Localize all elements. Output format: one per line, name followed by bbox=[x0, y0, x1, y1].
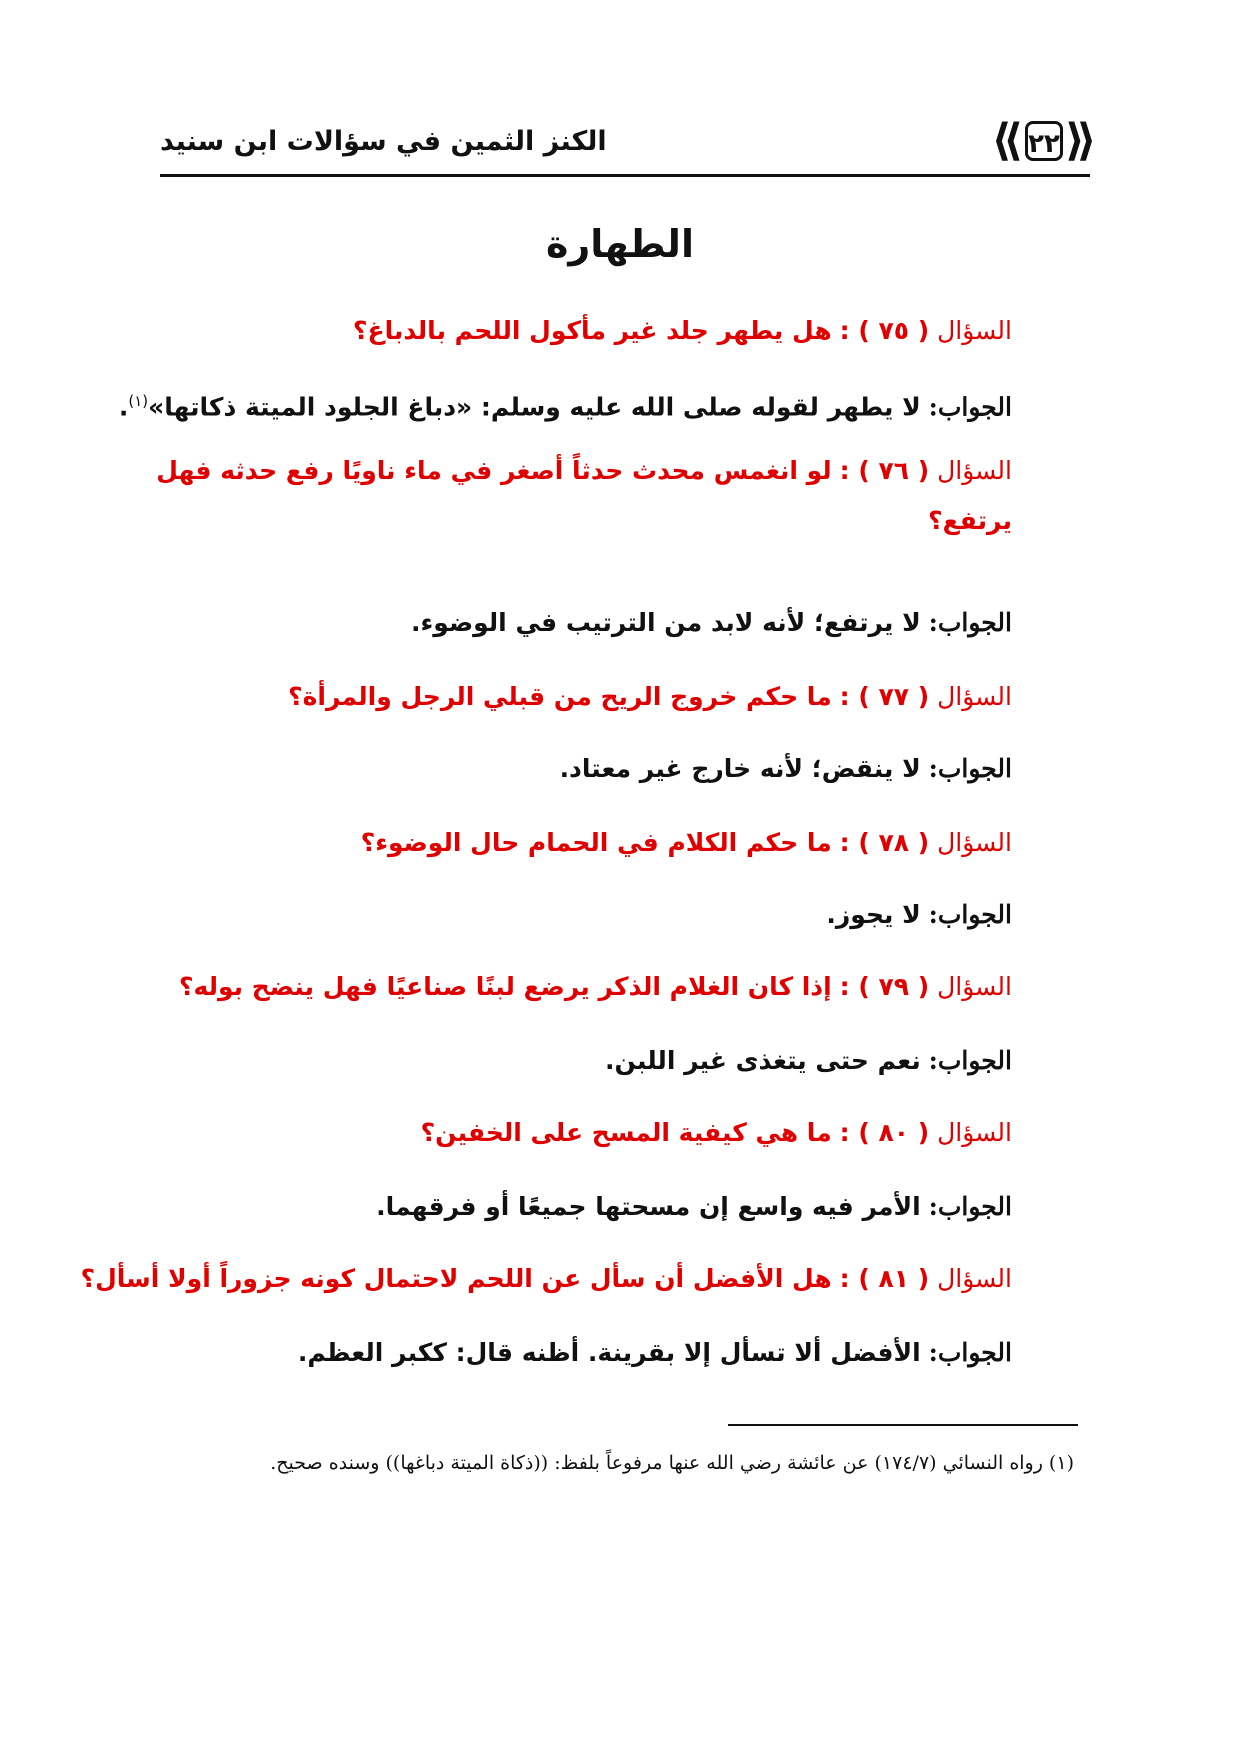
question-number: ( ٧٧ ) : bbox=[839, 682, 930, 711]
question-text: ما هي كيفية المسح على الخفين؟ bbox=[420, 1118, 832, 1147]
section-title: الطهارة bbox=[546, 222, 694, 266]
question-text: هل الأفضل أن سأل عن اللحم لاحتمال كونه جزوراً أولا أسأل؟ bbox=[80, 1264, 832, 1293]
answer-label: الجواب: bbox=[928, 900, 1012, 929]
question-text: ما حكم الكلام في الحمام حال الوضوء؟ bbox=[360, 828, 832, 857]
footnote-text: (١) رواه النسائي (١٧٤/٧) عن عائشة رضي الله عنها مرفوعاً بلفظ: ((ذكاة الميتة دباغها)) وسنده صحيح. bbox=[270, 1452, 1074, 1474]
footnote-marker: (١) bbox=[128, 392, 149, 410]
answer-label: الجواب: bbox=[928, 608, 1012, 637]
question-label: السؤال bbox=[937, 682, 1012, 711]
footnote-divider bbox=[728, 1424, 1078, 1426]
answer-end: . bbox=[118, 392, 129, 422]
question-77 bbox=[132, 672, 1012, 722]
question-number: ( ٨٠ ) : bbox=[839, 1118, 930, 1147]
question-label: السؤال bbox=[937, 316, 1012, 345]
question-75 bbox=[132, 306, 1012, 356]
question-number: ( ٧٨ ) : bbox=[839, 828, 930, 857]
answer-text: لا ينقض؛ لأنه خارج غير معتاد. bbox=[559, 754, 921, 783]
question-number: ( ٧٦ ) : bbox=[839, 456, 930, 485]
header-divider bbox=[160, 174, 1090, 177]
page-header bbox=[160, 112, 1097, 182]
answer-label: الجواب: bbox=[928, 1338, 1012, 1367]
question-text: لو انغمس محدث حدثاً أصغر في ماء ناويًا رفع حدثه فهل يرتفع؟ bbox=[156, 456, 1012, 535]
answer-76 bbox=[132, 598, 1012, 648]
answer-label: الجواب: bbox=[928, 1046, 1012, 1075]
question-label: السؤال bbox=[937, 972, 1012, 1001]
question-79 bbox=[132, 962, 1012, 1012]
question-76 bbox=[112, 446, 1012, 546]
question-78 bbox=[132, 818, 1012, 868]
answer-79 bbox=[132, 1036, 1012, 1086]
answer-78 bbox=[132, 890, 1012, 940]
bracket-right-icon: ⟫ bbox=[1064, 115, 1097, 166]
answer-text: لا يرتفع؛ لأنه لابد من الترتيب في الوضوء. bbox=[411, 608, 921, 637]
bracket-left-icon: ⟪ bbox=[991, 115, 1024, 166]
question-81 bbox=[80, 1254, 1012, 1304]
answer-text: لا يجوز. bbox=[826, 900, 921, 929]
answer-text: الأمر فيه واسع إن مسحتها جميعًا أو فرقهما. bbox=[376, 1192, 921, 1221]
answer-label: الجواب: bbox=[928, 1192, 1012, 1221]
page-number: ٢٢ bbox=[1025, 121, 1063, 161]
question-number: ( ٨١ ) : bbox=[839, 1264, 930, 1293]
answer-label: الجواب: bbox=[928, 392, 1012, 422]
answer-80 bbox=[132, 1182, 1012, 1232]
answer-text: الأفضل ألا تسأل إلا بقرينة. أظنه قال: ككبر العظم. bbox=[297, 1338, 921, 1367]
answer-81 bbox=[132, 1328, 1012, 1378]
answer-text: نعم حتى يتغذى غير اللبن. bbox=[605, 1046, 921, 1075]
question-label: السؤال bbox=[937, 828, 1012, 857]
page-number-badge bbox=[991, 115, 1097, 166]
answer-label: الجواب: bbox=[928, 754, 1012, 783]
question-label: السؤال bbox=[937, 1264, 1012, 1293]
book-title: الكنز الثمين في سؤالات ابن سنيد bbox=[160, 126, 607, 157]
question-label: السؤال bbox=[937, 456, 1012, 485]
question-number: ( ٧٩ ) : bbox=[839, 972, 930, 1001]
answer-77 bbox=[132, 744, 1012, 794]
question-text: إذا كان الغلام الذكر يرضع لبنًا صناعيًا فهل ينضح بوله؟ bbox=[178, 972, 832, 1001]
question-label: السؤال bbox=[937, 1118, 1012, 1147]
question-80 bbox=[132, 1108, 1012, 1158]
question-text: هل يطهر جلد غير مأكول اللحم بالدباغ؟ bbox=[353, 316, 832, 345]
question-text: ما حكم خروج الريح من قبلي الرجل والمرأة؟ bbox=[288, 682, 832, 711]
answer-text: لا يطهر لقوله صلى الله عليه وسلم: «دباغ الجلود الميتة ذكاتها» bbox=[148, 392, 921, 422]
answer-75 bbox=[118, 376, 1012, 432]
question-number: ( ٧٥ ) : bbox=[839, 316, 930, 345]
